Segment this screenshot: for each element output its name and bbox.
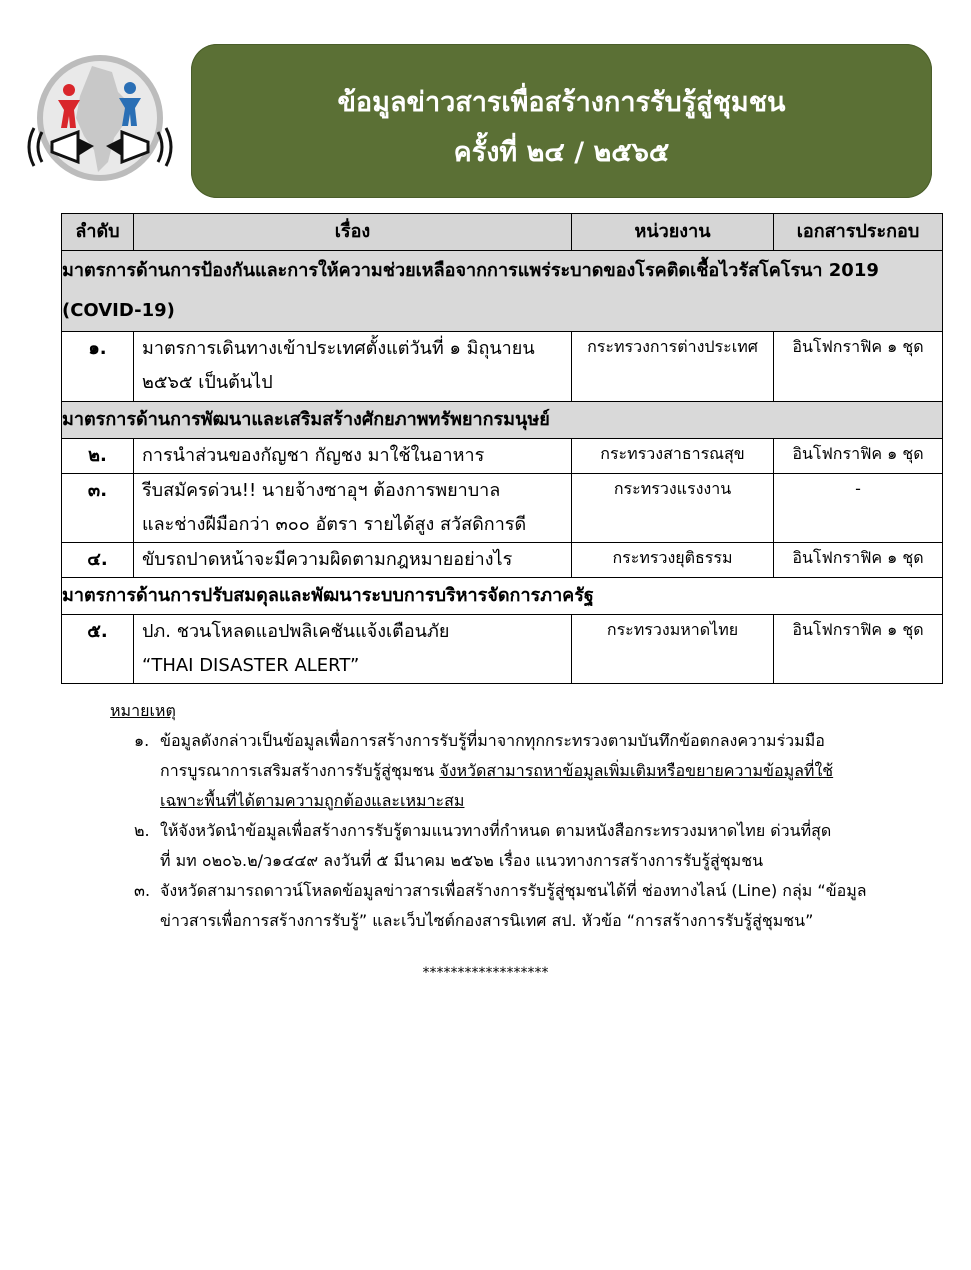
table-row <box>62 543 943 578</box>
header-topic: เรื่อง <box>134 214 572 251</box>
table-header-row <box>62 214 943 251</box>
note-emphasis: เฉพาะพื้นที่ได้ตามความถูกต้องและเหมาะสม <box>160 791 465 810</box>
row-number: ๑. <box>62 332 134 402</box>
row-topic <box>134 543 572 578</box>
note-item <box>110 876 910 936</box>
logo <box>22 46 182 196</box>
note-number: ๑. <box>134 731 150 750</box>
topic-line: และช่างฝีมือกว่า ๓๐๐ อัตรา รายได้สูง สวัสดิการดี <box>142 514 527 535</box>
row-topic <box>134 474 572 543</box>
section-row <box>62 402 943 439</box>
topic-line: ๒๕๖๕ เป็นต้นไป <box>142 372 273 393</box>
notes <box>110 696 910 936</box>
table-row <box>62 474 943 543</box>
row-number: ๒. <box>62 439 134 474</box>
row-document: - <box>774 474 943 543</box>
row-document: อินโฟกราฟิค ๑ ชุด <box>774 439 943 474</box>
header-agency: หน่วยงาน <box>572 214 774 251</box>
row-agency: กระทรวงสาธารณสุข <box>572 439 774 474</box>
row-agency: กระทรวงแรงงาน <box>572 474 774 543</box>
row-number: ๔. <box>62 543 134 578</box>
note-number: ๒. <box>134 821 150 840</box>
note-line: ข้อมูลดังกล่าวเป็นข้อมูลเพื่อการสร้างการรับรู้ที่มาจากทุกกระทรวงตามบันทึกข้อตกลงความร่วมมือ <box>160 731 825 750</box>
header-document: เอกสารประกอบ <box>774 214 943 251</box>
note-line <box>160 786 910 816</box>
topic-line: “THAI DISASTER ALERT” <box>142 655 360 676</box>
row-document: อินโฟกราฟิค ๑ ชุด <box>774 615 943 684</box>
row-number: ๕. <box>62 615 134 684</box>
section-public-admin: มาตรการด้านการปรับสมดุลและพัฒนาระบบการบริหารจัดการภาครัฐ <box>62 578 943 615</box>
table-row <box>62 332 943 402</box>
row-number: ๓. <box>62 474 134 543</box>
table-row <box>62 439 943 474</box>
title-banner <box>191 44 932 198</box>
note-item <box>110 726 910 816</box>
row-document: อินโฟกราฟิค ๑ ชุด <box>774 332 943 402</box>
header-no: ลำดับ <box>62 214 134 251</box>
note-line: ที่ มท ๐๒๐๖.๒/ว๑๔๔๙ ลงวันที่ ๕ มีนาคม ๒๕๖๒ เรื่อง แนวทางการสร้างการรับรู้สู่ชุมชน <box>160 851 763 870</box>
row-agency: กระทรวงมหาดไทย <box>572 615 774 684</box>
page-title: ข้อมูลข่าวสารเพื่อสร้างการรับรู้สู่ชุมชน <box>337 87 786 118</box>
topic-line: ปภ. ชวนโหลดแอปพลิเคชันแจ้งเตือนภัย <box>142 621 450 642</box>
notes-list <box>110 726 910 936</box>
note-emphasis: จังหวัดสามารถหาข้อมูลเพิ่มเติมหรือขยายความข้อมูลที่ใช้ <box>439 761 834 780</box>
section-row <box>62 251 943 332</box>
section-row <box>62 578 943 615</box>
row-agency: กระทรวงยุติธรรม <box>572 543 774 578</box>
note-line: ข่าวสารเพื่อการสร้างการรับรู้” และเว็บไซต์กองสารนิเทศ สป. หัวข้อ “การสร้างการรับรู้สู่ชุมชน” <box>160 911 814 930</box>
row-topic <box>134 332 572 402</box>
note-item <box>110 816 910 876</box>
note-line: จังหวัดสามารถดาวน์โหลดข้อมูลข่าวสารเพื่อสร้างการรับรู้สู่ชุมชนได้ที่ ช่องทางไลน์ (Line) กลุ่ม “ข้อมูล <box>160 881 867 900</box>
row-topic <box>134 615 572 684</box>
note-text: การบูรณาการเสริมสร้างการรับรู้สู่ชุมชน <box>160 761 435 780</box>
row-document: อินโฟกราฟิค ๑ ชุด <box>774 543 943 578</box>
note-number: ๓. <box>134 881 151 900</box>
note-line <box>160 756 910 786</box>
notes-heading: หมายเหตุ <box>110 701 176 720</box>
topic-line: รีบสมัครด่วน!! นายจ้างซาอุฯ ต้องการพยาบาล <box>142 480 501 501</box>
news-table <box>61 213 943 684</box>
issue-number: ครั้งที่ ๒๔ / ๒๕๖๕ <box>453 137 670 168</box>
table-row <box>62 615 943 684</box>
section-human-resources: มาตรการด้านการพัฒนาและเสริมสร้างศักยภาพทรัพยากรมนุษย์ <box>62 402 943 439</box>
topic-line: การนำส่วนของกัญชา กัญชง มาใช้ในอาหาร <box>142 445 485 466</box>
row-topic <box>134 439 572 474</box>
topic-line: ขับรถปาดหน้าจะมีความผิดตามกฎหมายอย่างไร <box>142 549 513 570</box>
end-divider: ****************** <box>422 965 549 981</box>
topic-line: มาตรการเดินทางเข้าประเทศตั้งแต่วันที่ ๑ มิถุนายน <box>142 338 535 359</box>
note-line: ให้จังหวัดนำข้อมูลเพื่อสร้างการรับรู้ตามแนวทางที่กำหนด ตามหนังสือกระทรวงมหาดไทย ด่วนที่สุด <box>160 821 832 840</box>
section-covid: มาตรการด้านการป้องกันและการให้ความช่วยเหลือจากการแพร่ระบาดของโรคติดเชื้อไวรัสโคโรนา 2019 (COVID-19) <box>62 251 943 332</box>
row-agency: กระทรวงการต่างประเทศ <box>572 332 774 402</box>
